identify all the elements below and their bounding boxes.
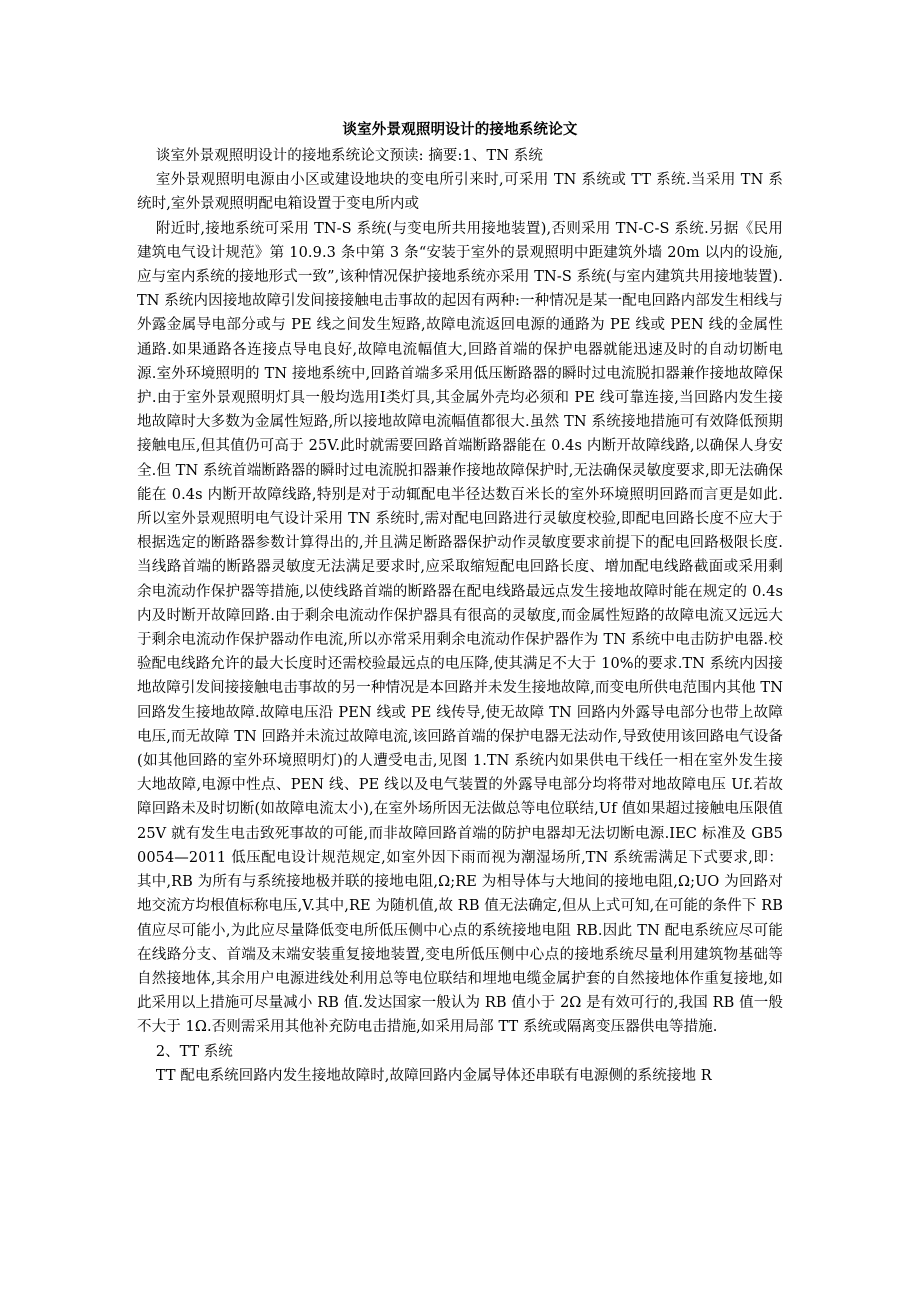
preview-line: 谈室外景观照明设计的接地系统论文预读: 摘要:1、TN 系统 (155, 148, 543, 164)
paragraph-3: TT 配电系统回路内发生接地故障时,故障回路内金属导体还串联有电源侧的系统接地 R (155, 1067, 712, 1084)
paragraph-2: 附近时,接地系统可采用 TN-S 系统(与变电所共用接地装置),否则采用 TN-C-S 系统.另据《民用建筑电气设计规范》第 10.9.3 条中第 3 条“安装于室外的景观照明中距建筑外墙 20m 以内的设施,应与室内系统的接地形式一致”,该种情况保护接地系统亦采用 TN-S 系统(与室内建筑共用接地装置).TN 系统内因接地故障引发间接接触电击事故的起因有两种:一种情况是某一配电回路内部发生相线与外露金属导电部分或与 PE 线之间发生短路,故障电流返回电源的通路为 PE 线或 PEN 线的金属性通路.如果通路各连接点导电良好,故障电流幅值大,回路首端的保护电器就能迅速及时的自动切断电源.室外环境照明的 TN 接地系统中,回路首端多采用低压断路器的瞬时过电流脱扣器兼作接地故障保护.由于室外景观照明灯具一般均选用Ⅰ类灯具,其金属外壳均必须和 PE 线可靠连接,当回路内发生接地故障时大多数为金属性短路,所以接地故障电流幅值都很大.虽然 TN 系统接地措施可有效降低预期接触电压,但其值仍可高于 25V.此时就需要回路首端断路器能在 0.4s 内断开故障线路,以确保人身安全.但 TN 系统首端断路器的瞬时过电流脱扣器兼作接地故障保护时,无法确保灵敏度要求,即无法确保能在 0.4s 内断开故障线路,特别是对于动辄配电半径达数百米长的室外环境照明回路而言更是如此.所以室外景观照明电气设计采用 TN 系统时,需对配电回路进行灵敏度校验,即配电回路长度不应大于根据选定的断路器参数计算得出的,并且满足断路器保护动作灵敏度要求前提下的配电回路极限长度.当线路首端的断路器灵敏度无法满足要求时,应采取缩短配电回路长度、增加配电线路截面或采用剩余电流动作保护器等措施,以使线路首端的断路器在配电线路最远点发生接地故障时能在规定的 0.4s 内及时断开故障回路.由于剩余电流动作保护器具有很高的灵敏度,而金属性短路的故障电流又远远大于剩余电流动作保护器动作电流,所以亦常采用剩余电流动作保护器作为 TN 系统中电击防护电器.校验配电线路允许的最大长度时还需校验最远点的电压降,使其满足不大于 10%的要求.TN 系统内因接地故障引发间接接触电击事故的另一种情况是本回路并未发生接地故障,而变电所供电范围内其他 TN 回路发生接地故障.故障电压沿 PEN 线或 PE 线传导,使无故障 TN 回路内外露导电部分也带上故障电压,而无故障 TN 回路并未流过故障电流,该回路首端的保护电器无法动作,导致使用该回路电气设备(如其他回路的室外环境照明灯)的人遭受电击,见图 1.TN 系统内如果供电干线任一相在室外发生接大地故障,电源中性点、PEN 线、PE 线以及电气装置的外露导电部分均将带对地故障电压 Uf.若故障回路未及时切断(如故障电流太小),在室外场所因无法做总等电位联结,Uf 值如果超过接触电压限值 25V 就有发生电击致死事故的可能,而非故障回路首端的防护电器却无法切断电源.IEC 标准及 GB50054—2011 低压配电设计规范规定,如室外因下雨而视为潮湿场所,TN 系统需满足下式要求,即：其中,RB 为所有与系统接地极并联的接地电阻,Ω;RE 为相导体与大地间的接地电阻,Ω;UO 为回路对地交流方均根值标称电压,V.其中,RE 为随机值,故 RB 值无法确定,但从上式可知,在可能的条件下 RB 值应尽可能小,为此应尽量降低变电所低压侧中心点的系统接地电阻 RB.因此 TN 配电系统应尽可能在线路分支、首端及末端安装重复接地装置,变电所低压侧中心点的接地系统尽量利用建筑物基础等自然接地体,其余用户电源进线处利用总等电位联结和埋地电缆金属护套的自然接地体作重复接地,如此采用以上措施可尽量减小 RB 值.发达国家一般认为 RB 值小于 2Ω 是有效可行的,我国 RB 值一般不大于 1Ω.否则需采用其他补充防电击措施,如采用局部 TT 系统或隔离变压器供电等措施. (137, 220, 783, 1036)
paragraph-1: 室外景观照明电源由小区或建设地块的变电所引来时,可采用 TN 系统或 TT 系统.当采用 TN 系统时,室外景观照明配电箱设置于变电所内或 (137, 172, 783, 213)
page-title: 谈室外景观照明设计的接地系统论文 (342, 121, 578, 138)
section-heading-tt: 2、TT 系统 (155, 1043, 233, 1060)
